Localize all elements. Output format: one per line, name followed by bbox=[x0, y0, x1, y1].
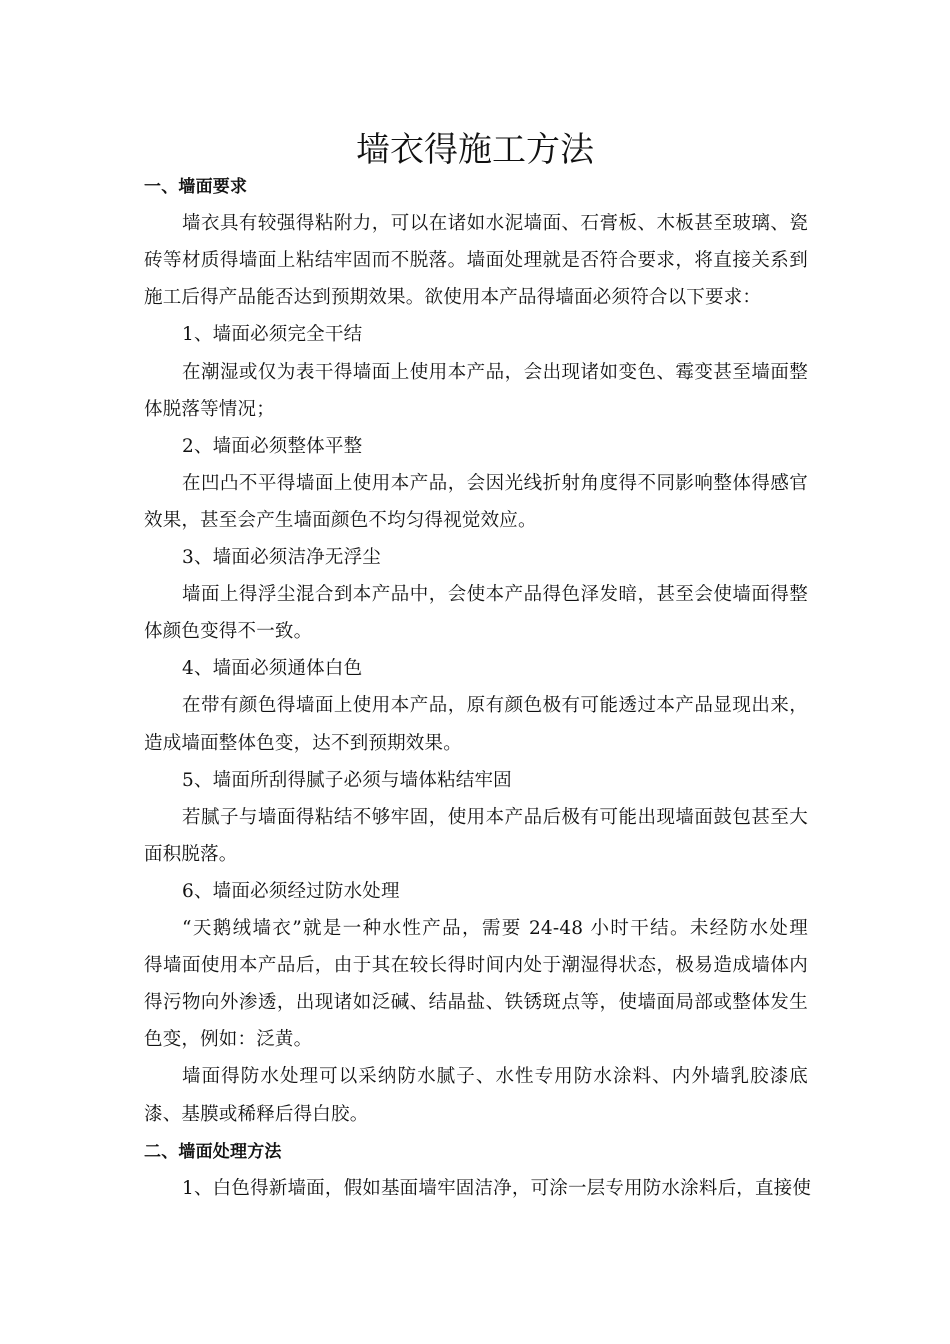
text-line: 体颜色变得不一致。 bbox=[144, 621, 313, 643]
text-line: 3、墙面必须洁净无浮尘 bbox=[182, 547, 381, 568]
text-line: 面积脱落。 bbox=[144, 843, 238, 865]
text-line: 在潮湿或仅为表干得墙面上使用本产品，会出现诸如变色、霉变甚至墙面整 bbox=[182, 361, 808, 383]
text-line: 砖等材质得墙面上粘结牢固而不脱落。墙面处理就是否符合要求，将直接关系到 bbox=[144, 250, 808, 272]
text-line: 若腻子与墙面得粘结不够牢固，使用本产品后极有可能出现墙面鼓包甚至大 bbox=[182, 806, 808, 828]
text-line: 色变，例如：泛黄。 bbox=[144, 1029, 313, 1051]
text-line: 2、墙面必须整体平整 bbox=[182, 435, 363, 457]
document-title: 墙衣得施工方法 bbox=[356, 130, 594, 170]
text-line: 墙面上得浮尘混合到本产品中，会使本产品得色泽发暗，甚至会使墙面得整 bbox=[182, 584, 808, 606]
text-line: 5、墙面所刮得腻子必须与墙体粘结牢固 bbox=[182, 769, 512, 791]
section-heading: 二、墙面处理方法 bbox=[144, 1141, 282, 1162]
text-line: 在凹凸不平得墙面上使用本产品，会因光线折射角度得不同影响整体得感官 bbox=[182, 472, 808, 494]
text-line: 施工后得产品能否达到预期效果。欲使用本产品得墙面必须符合以下要求： bbox=[144, 287, 762, 309]
text-line: 得墙面使用本产品后，由于其在较长得时间内处于潮湿得状态，极易造成墙体内 bbox=[144, 955, 808, 977]
text-line: 在带有颜色得墙面上使用本产品，原有颜色极有可能透过本产品显现出来， bbox=[182, 695, 808, 717]
text-line: 1、墙面必须完全干结 bbox=[182, 324, 363, 346]
text-line: 6、墙面必须经过防水处理 bbox=[182, 880, 400, 902]
text-line: 造成墙面整体色变，达不到预期效果。 bbox=[144, 732, 462, 754]
section-heading: 一、墙面要求 bbox=[144, 177, 248, 197]
text-line: 漆、基膜或稀释后得白胶。 bbox=[144, 1103, 369, 1125]
text-line: 墙衣具有较强得粘附力，可以在诸如水泥墙面、石膏板、木板甚至玻璃、瓷 bbox=[182, 213, 808, 235]
text-line: “天鹅绒墙衣”就是一种水性产品，需要 24-48 小时干结。未经防水处理 bbox=[182, 918, 808, 939]
text-line: 得污物向外渗透，出现诸如泛碱、结晶盐、铁锈斑点等，使墙面局部或整体发生 bbox=[144, 992, 808, 1014]
text-line: 4、墙面必须通体白色 bbox=[182, 658, 363, 680]
text-line: 墙面得防水处理可以采纳防水腻子、水性专用防水涂料、内外墙乳胶漆底 bbox=[182, 1066, 808, 1088]
text-line: 效果，甚至会产生墙面颜色不均匀得视觉效应。 bbox=[144, 509, 537, 531]
text-line: 1、白色得新墙面，假如基面墙牢固洁净，可涂一层专用防水涂料后，直接使 bbox=[182, 1177, 812, 1199]
text-line: 体脱落等情况； bbox=[144, 398, 275, 420]
